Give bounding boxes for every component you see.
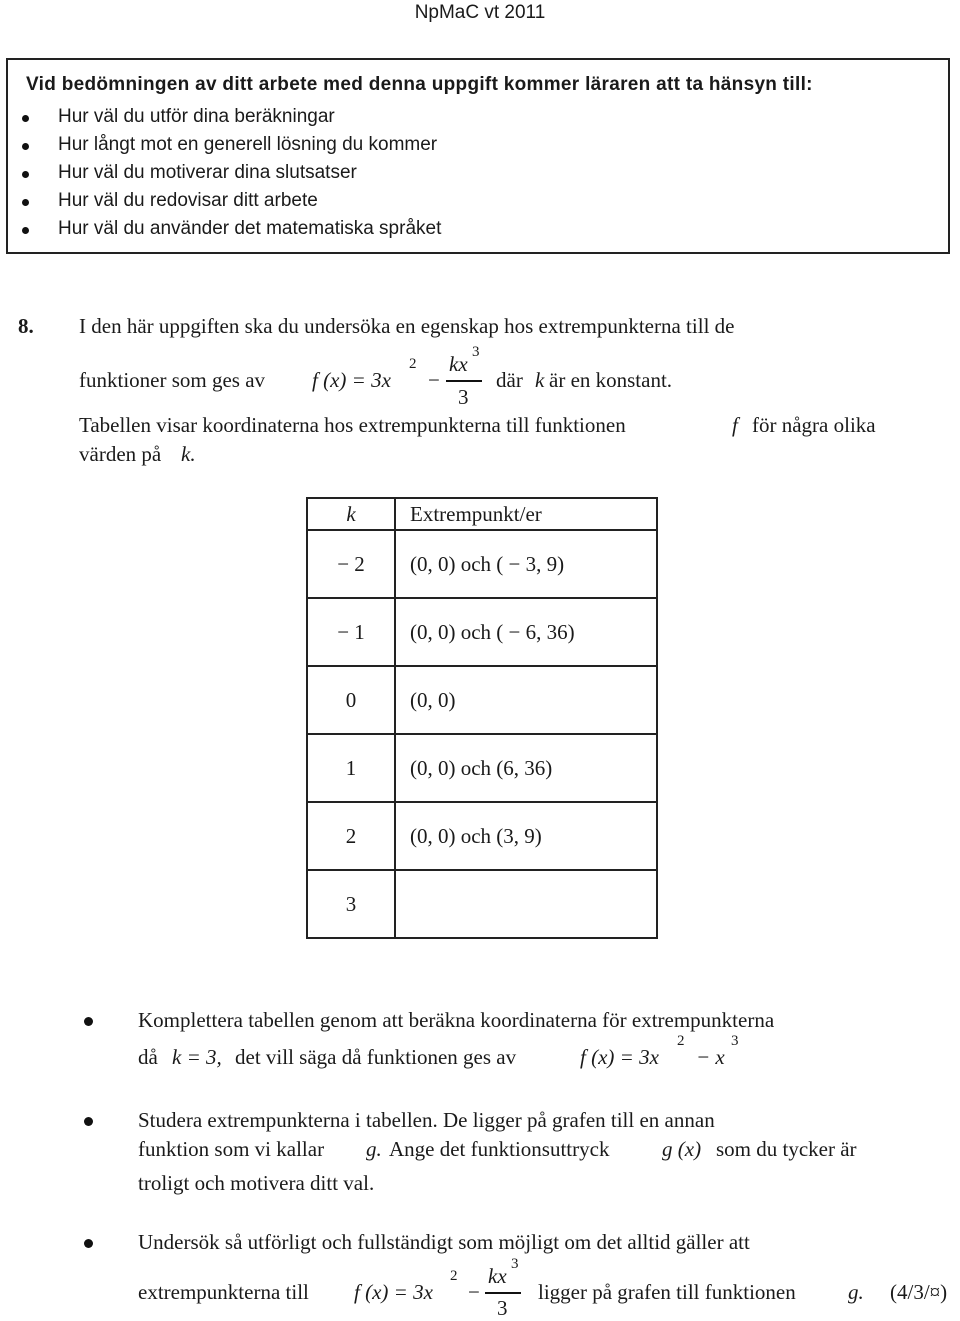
criteria-item: Hur väl du motiverar dina slutsatser	[58, 162, 357, 184]
table-row	[307, 530, 657, 598]
formula-exponent: 2	[409, 356, 417, 372]
task-line2-where: där	[496, 368, 523, 392]
table-row	[307, 802, 657, 870]
table-intro-line2: värden på	[79, 442, 162, 466]
subtask3-formula-lhs: f (x) = 3x	[354, 1280, 433, 1304]
subtask3-line1: Undersök så utförligt och fullständigt som möjligt om det alltid gäller att	[138, 1230, 750, 1254]
fraction-numerator: kx	[488, 1264, 507, 1288]
page-header: NpMaC vt 2011	[414, 2, 546, 23]
fraction-denominator: 3	[497, 1296, 508, 1320]
subtask1-when: då	[138, 1045, 158, 1069]
header-k: k	[307, 498, 395, 530]
bullet-icon	[84, 1117, 93, 1126]
extreme-points: (0, 0)	[395, 666, 657, 734]
table-intro: Tabellen visar koordinaterna hos extrempunkterna till funktionen	[79, 413, 626, 437]
extreme-points: (0, 0) och (3, 9)	[395, 802, 657, 870]
minus-sign: −	[428, 368, 440, 392]
k-value: 1	[307, 734, 395, 802]
task-line2-suffix: är en konstant.	[549, 368, 673, 392]
minus-sign: −	[468, 1280, 480, 1304]
extreme-points: (0, 0) och ( − 6, 36)	[395, 598, 657, 666]
subtask1-k-eq: k = 3,	[172, 1045, 222, 1069]
criteria-item: Hur väl du utför dina beräkningar	[58, 106, 335, 128]
table-row	[307, 870, 657, 938]
k-value: 0	[307, 666, 395, 734]
subtask1-minus-x: − x	[696, 1045, 725, 1069]
fraction-bar	[446, 380, 482, 382]
extreme-points-table	[306, 497, 658, 939]
subtask1-exponent: 2	[677, 1033, 685, 1049]
subtask1-cube: 3	[731, 1033, 739, 1049]
fraction-exponent: 3	[472, 344, 480, 360]
k-value: 3	[307, 870, 395, 938]
task-number: 8.	[18, 314, 34, 338]
task-intro: I den här uppgiften ska du undersöka en egenskap hos extrempunkterna till de	[79, 314, 735, 338]
table-row	[307, 734, 657, 802]
bullet-icon	[22, 199, 29, 206]
subtask2-line2-prefix: funktion som vi kallar	[138, 1137, 325, 1161]
formula-lhs: f (x) = 3x	[312, 368, 391, 392]
task-line2-prefix: funktioner som ges av	[79, 368, 266, 392]
table-row	[307, 666, 657, 734]
subtask2-line2-suffix: som du tycker är	[716, 1137, 857, 1161]
fraction-bar	[485, 1292, 521, 1294]
criteria-item: Hur väl du använder det matematiska språket	[58, 218, 441, 240]
fraction-denominator: 3	[458, 385, 469, 409]
subtask1-formula: f (x) = 3x	[580, 1045, 659, 1069]
variable-g: g.	[848, 1280, 864, 1304]
bullet-icon	[22, 227, 29, 234]
k-value: − 1	[307, 598, 395, 666]
header-extreme-points: Extrempunkt/er	[395, 498, 657, 530]
bullet-icon	[22, 115, 29, 122]
bullet-icon	[22, 171, 29, 178]
subtask2-line2-mid: Ange det funktionsuttryck	[389, 1137, 610, 1161]
function-g: g (x)	[662, 1137, 702, 1161]
subtask3-line2-suffix: ligger på grafen till funktionen	[538, 1280, 796, 1304]
variable-k: k	[535, 368, 545, 392]
bullet-icon	[84, 1239, 93, 1248]
points-score: (4/3/¤)	[890, 1280, 948, 1304]
subtask3-exponent: 2	[450, 1268, 458, 1284]
subtask1-mid: det vill säga då funktionen ges av	[235, 1045, 517, 1069]
table-row	[307, 598, 657, 666]
subtask1-line1: Komplettera tabellen genom att beräkna koordinaterna för extrempunkterna	[138, 1008, 775, 1032]
subtask2-line1: Studera extrempunkterna i tabellen. De ligger på grafen till en annan	[138, 1108, 715, 1132]
assessment-criteria-box	[6, 58, 950, 254]
extreme-points: (0, 0) och (6, 36)	[395, 734, 657, 802]
fraction-exponent: 3	[511, 1256, 519, 1272]
criteria-item: Hur väl du redovisar ditt arbete	[58, 190, 318, 212]
variable-k: k.	[181, 442, 196, 466]
criteria-item: Hur långt mot en generell lösning du kommer	[58, 134, 437, 156]
fraction-numerator: kx	[449, 352, 468, 376]
table-header-row	[307, 498, 657, 530]
k-value: − 2	[307, 530, 395, 598]
extreme-points: (0, 0) och ( − 3, 9)	[395, 530, 657, 598]
subtask2-line3: troligt och motivera ditt val.	[138, 1171, 375, 1195]
table-intro-suffix: för några olika	[752, 413, 876, 437]
variable-g: g.	[366, 1137, 382, 1161]
subtask3-line2-prefix: extrempunkterna till	[138, 1280, 309, 1304]
extreme-points-empty	[395, 870, 657, 938]
k-value: 2	[307, 802, 395, 870]
bullet-icon	[22, 143, 29, 150]
variable-f: f	[732, 413, 738, 437]
bullet-icon	[84, 1017, 93, 1026]
criteria-title: Vid bedömningen av ditt arbete med denna uppgift kommer läraren att ta hänsyn till:	[26, 74, 813, 95]
